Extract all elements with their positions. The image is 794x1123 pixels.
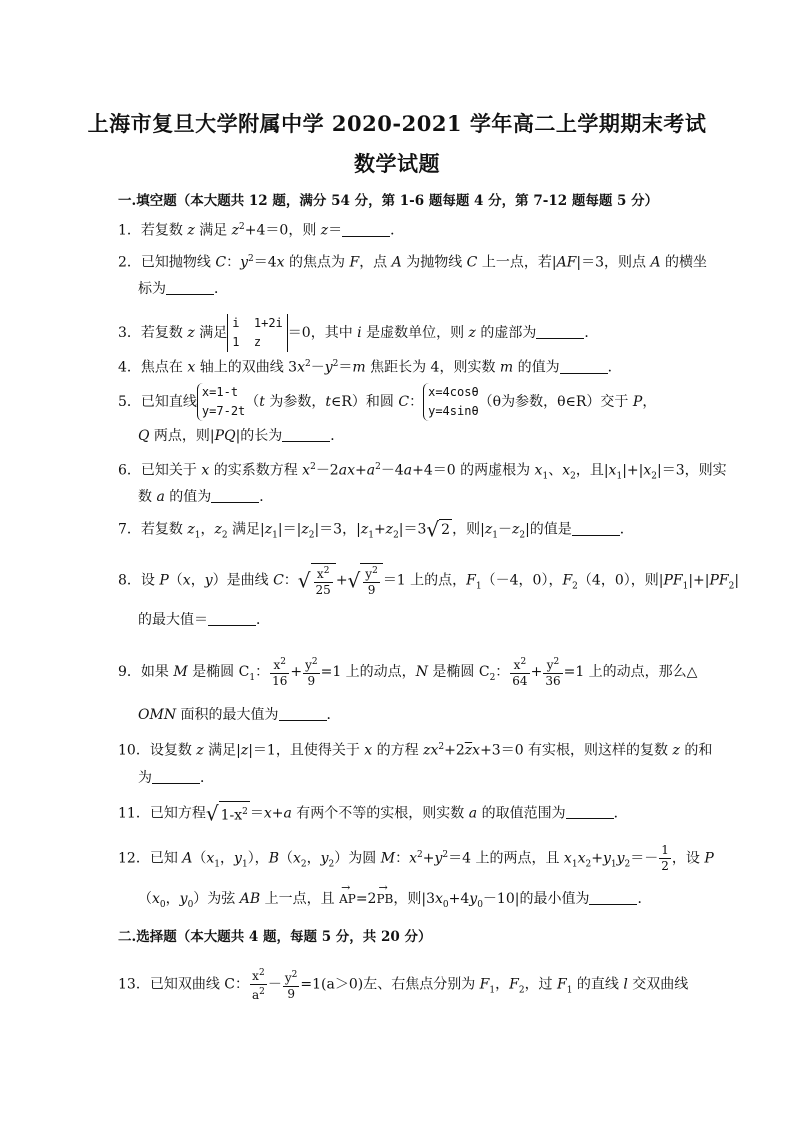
title-line-2: 数学试题 bbox=[354, 151, 440, 176]
question-8-cont: 的最大值＝ ． bbox=[138, 612, 270, 628]
question-2-cont: 标为 ． bbox=[138, 281, 228, 297]
answer-blank bbox=[536, 324, 584, 339]
answer-blank bbox=[560, 359, 608, 374]
answer-blank bbox=[589, 890, 637, 905]
circle-parametric: x=4cosθ y=4sinθ bbox=[423, 383, 479, 421]
answer-blank bbox=[279, 706, 327, 721]
question-2: 2．已知抛物线 C：$y^2=4x$ 的焦点为 F，点 A 为抛物线 C 上一点，若|AF|＝3，则点 A 的横坐 bbox=[118, 254, 708, 271]
line-parametric: x=1-t y=7-2t bbox=[197, 383, 245, 421]
question-9: 9．如果 M 是椭圆 $C_1$： $\frac{x^2}{16}$ + $\frac{y^2}{9}$ =1 上的动点，N 是椭圆 $C_2$： $\frac{x^2}{64}$ + $\frac{y^2}{36}$ =1 上的动点，那么△ bbox=[118, 657, 698, 688]
answer-blank bbox=[152, 769, 200, 784]
question-7: 7．若复数 $z_1$，$z_2$ 满足$|z_1|=|z_2|=3$，$|z_1+z_2|=3√$ 2 ，则$|z_1-z_2|$的值是 ． bbox=[118, 517, 634, 542]
answer-blank bbox=[211, 488, 259, 503]
question-12-cont: （$x_0$，$y_0$）为弦 AB 上一点，且 → AP=2→ PB，则$|3x_0+4y_0-10|$的最小值为 ． bbox=[138, 889, 651, 915]
question-12: 12．已知 $A(x_1$，$y_1$），$B(x_2$，$y_2$）为圆 M：$x^2+y^2=4$ 上的两点，且 $x_1x_2+y_1y_2=-$ $\frac{1}{2}$ ，设 P bbox=[118, 843, 714, 873]
question-10-cont: 为 ． bbox=[138, 770, 214, 786]
answer-blank bbox=[166, 280, 214, 295]
question-10: 10．设复数 z 满足|z|＝1，且使得关于 x 的方程 $zx^2+2\overline{z}x+3=0$ 有实根，则这样的复数 z 的和 bbox=[118, 742, 713, 759]
section-2-header: 二.选择题（本大题共 4 题，每题 5 分，共 20 分） bbox=[118, 929, 432, 945]
question-6: 6．已知关于 x 的实系数方程 $x^2-2ax+a^2-4a+4=0$ 的两虚根为 $x_1$、$x_2$，且$|x_1|+|x_2|=3$，则实 bbox=[118, 462, 727, 482]
question-5-cont: Q 两点，则|PQ|的长为 ． bbox=[138, 428, 345, 444]
question-13: 13．已知双曲线 C： $\frac{x^2}{a^2}$ － $\frac{y^2}{9}$ =1(a＞0)左、右焦点分别为 $F_1$，$F_2$，过 $F_1$ 的直线 l 交双曲线 bbox=[118, 968, 689, 1002]
answer-blank bbox=[566, 804, 614, 819]
question-3: 3．若复数 z 满足i 1+2i 1 z＝0，其中 i 是虚数单位，则 z 的虚部为 ． bbox=[118, 314, 598, 352]
section-1-header: 一.填空题（本大题共 12 题，满分 54 分，第 1-6 题每题 4 分，第 7-12 题每题 5 分） bbox=[118, 193, 659, 209]
question-8: 8．设 P（x，y）是曲线 C：√ $\frac{x^2}{25}$ +√ $\frac{y^2}{9}$ ＝1 上的点，$F_1(-4$，0），$F_2(4$，0），则$|PF_1|+|PF_2|$ bbox=[118, 563, 739, 598]
determinant: i 1+2i 1 z bbox=[227, 314, 288, 352]
answer-blank bbox=[282, 427, 330, 442]
title-line-1: 上海市复旦大学附属中学 2020-2021 学年高二上学期期末考试 bbox=[87, 111, 707, 136]
answer-blank bbox=[572, 521, 620, 536]
question-5: 5．已知直线x=1-t y=7-2t（t 为参数，t∈R）和圆 C：x=4cosθ y=4sinθ（θ为参数，θ∈R）交于 P， bbox=[118, 383, 656, 421]
answer-blank bbox=[208, 611, 256, 626]
question-4: 4．焦点在 x 轴上的双曲线 $3x^2-y^2=m$ 焦距长为 4，则实数 m 的值为 ． bbox=[118, 359, 622, 376]
question-1: 1．若复数 z 满足 $z^2+4=0$，则 z＝ ． bbox=[118, 222, 405, 239]
question-9-cont: OMN 面积的最大值为 ． bbox=[138, 707, 341, 723]
question-6-cont: 数 a 的值为 ． bbox=[138, 489, 274, 505]
answer-blank bbox=[342, 222, 390, 237]
question-11: 11．已知方程√ $1-x^2 =x+a$ 有两个不等的实根，则实数 a 的取值范围为 ． bbox=[118, 801, 628, 826]
